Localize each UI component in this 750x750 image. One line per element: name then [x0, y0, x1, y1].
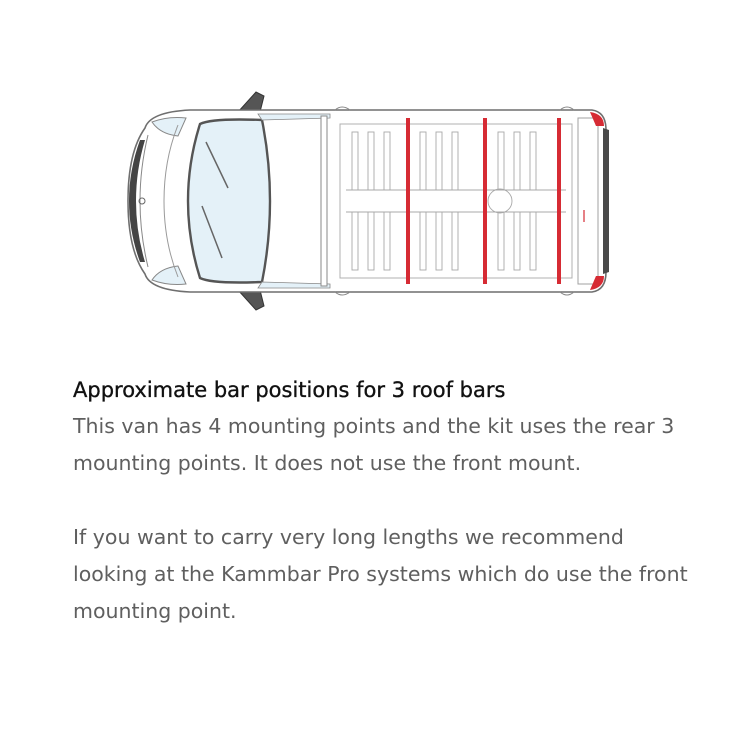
caption-heading: Approximate bar positions for 3 roof bars [73, 378, 506, 402]
windshield [188, 120, 270, 283]
roof-bar-3 [557, 118, 561, 284]
front-mount-bar [321, 116, 327, 286]
caption-paragraph-mounting: This van has 4 mounting points and the kit uses the rear 3 mounting points. It does not use the front mount. [73, 414, 675, 475]
roof-bar-1 [406, 118, 410, 284]
van-top-view-illustration [115, 85, 615, 317]
roof-bar-caption [73, 372, 693, 630]
left-mirror [238, 92, 264, 112]
caption-paragraph-recommendation: If you want to carry very long lengths we recommend looking at the Kammbar Pro systems which do use the front mounting point. [73, 525, 688, 623]
roof-bar-2 [483, 118, 487, 284]
right-mirror [238, 290, 264, 310]
